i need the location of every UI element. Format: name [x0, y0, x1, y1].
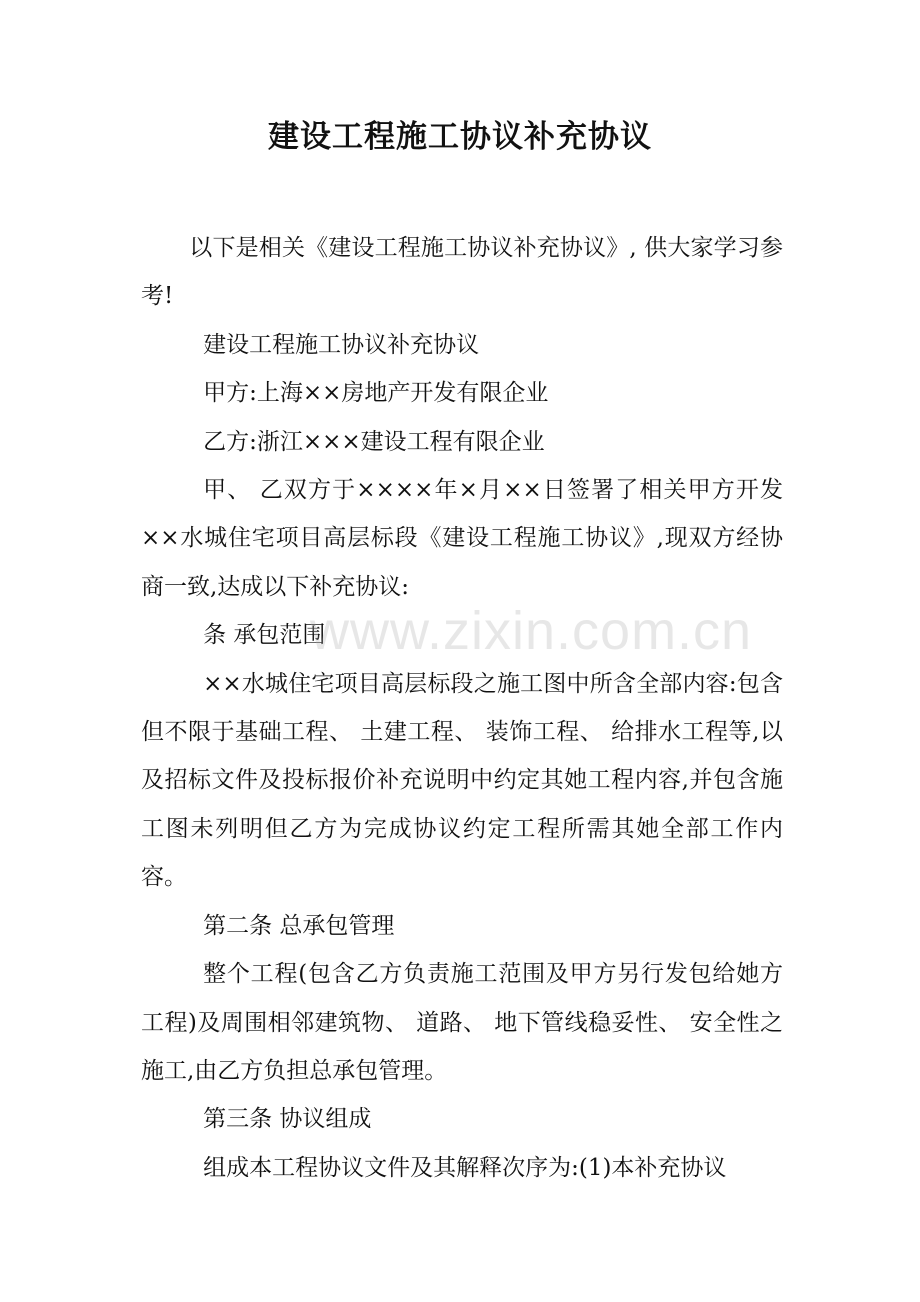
document-title: 建设工程施工协议补充协议	[268, 119, 652, 155]
article-3-heading: 第三条 协议组成	[203, 1106, 372, 1133]
site-watermark: www.zixin.com.cn	[310, 601, 753, 661]
article-2-heading: 第二条 总承包管理	[203, 912, 395, 939]
article-3-paragraph: 组成本工程协议文件及其解释次序为:(1)本补充协议	[203, 1154, 727, 1181]
article-1-paragraph: ××水城住宅项目高层标段之施工图中所含全部内容:包含但不限于基础工程、 土建工程、 装饰工程、 给排水工程等,以及招标文件及投标报价补充说明中约定其她工程内容,并包含施工图未列明但乙方为完成协议约定工程所需其她全部工作内容。	[141, 670, 783, 891]
subtitle-line: 建设工程施工协议补充协议	[203, 331, 480, 358]
intro-paragraph: 以下是相关《建设工程施工协议补充协议》, 供大家学习参考!	[141, 235, 783, 310]
party-a-line: 甲方:上海××房地产开发有限企业	[203, 380, 549, 407]
document-body	[141, 224, 783, 1192]
article-2-paragraph: 整个工程(包含乙方负责施工范围及甲方另行发包给她方工程)及周围相邻建筑物、 道路、 地下管线稳妥性、 安全性之施工,由乙方负担总承包管理。	[141, 961, 784, 1084]
article-1-heading: 条 承包范围	[203, 622, 326, 649]
preamble-paragraph: 甲、 乙双方于××××年×月××日签署了相关甲方开发××水城住宅项目高层标段《建设工程施工协议》,现双方经协商一致,达成以下补充协议:	[141, 477, 783, 600]
party-b-line: 乙方:浙江×××建设工程有限企业	[203, 428, 545, 455]
